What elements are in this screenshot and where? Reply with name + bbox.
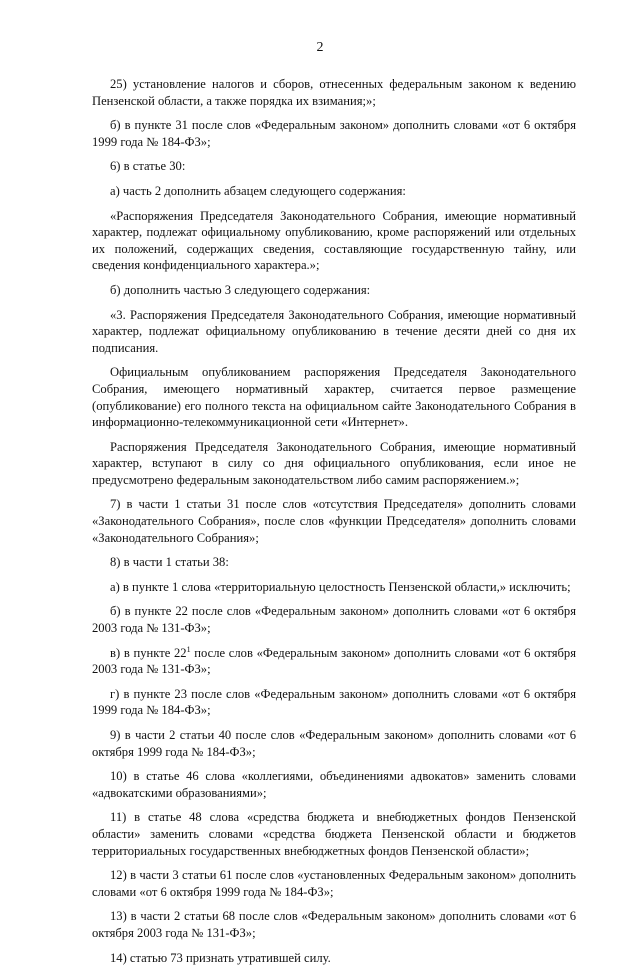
paragraph: 12) в части 3 статьи 61 после слов «установленных Федеральным законом» дополнить словами «от 6 октября 1999 года № 184-ФЗ»; <box>92 868 576 899</box>
superscript: 1 <box>186 644 191 654</box>
paragraph: б) в пункте 22 после слов «Федеральным законом» дополнить словами «от 6 октября 2003 года № 131-ФЗ»; <box>92 604 576 636</box>
paragraph: Распоряжения Председателя Законодательного Собрания, имеющие нормативный характер, вступают в силу со дня официального опубликования, если иное не предусмотрено федеральным законодательством либо самим распоряжением.»; <box>92 439 576 487</box>
paragraph: 11) в статье 48 слова «средства бюджета и внебюджетных фондов Пензенской области» заменить словами «средства бюджета Пензенской области и бюджетов территориальных государственных внебюджетных фондов Пензенской области»; <box>92 810 576 858</box>
paragraph: 6) в статье 30: <box>110 159 186 174</box>
paragraph: б) дополнить частью 3 следующего содержания: <box>110 282 371 297</box>
paragraph: 13) в части 2 статьи 68 после слов «Федеральным законом» дополнить словами «от 6 октября 2003 года № 131-ФЗ»; <box>92 909 576 940</box>
paragraph: «3. Распоряжения Председателя Законодательного Собрания, имеющие нормативный характер, подлежат официальному опубликованию в течение десяти дней со дня их подписания. <box>92 307 576 355</box>
page-number: 2 <box>316 40 324 55</box>
paragraph: Официальным опубликованием распоряжения Председателя Законодательного Собрания, имеющего нормативный характер, считается первое размещение (опубликование) его полного текста на официальном сайте Законодательного Собрания в информационно-телекоммуникационной сети «Интернет». <box>92 365 576 430</box>
paragraph: а) в пункте 1 слова «территориальную целостность Пензенской области,» исключить; <box>110 579 571 594</box>
document-body <box>92 76 576 966</box>
paragraph: а) часть 2 дополнить абзацем следующего содержания: <box>110 183 406 198</box>
paragraph: 9) в части 2 статьи 40 после слов «Федеральным законом» дополнить словами «от 6 октября 1999 года № 184-ФЗ»; <box>92 728 576 759</box>
paragraph: 8) в части 1 статьи 38: <box>110 555 229 570</box>
paragraph <box>92 645 576 678</box>
paragraph: 25) установление налогов и сборов, отнесенных федеральным законом к ведению Пензенской области, а также порядка их взимания;»; <box>92 77 576 108</box>
paragraph: 7) в части 1 статьи 31 после слов «отсутствия Председателя» дополнить словами «Законодательного Собрания», после слов «функции Председателя» дополнить словами «Законодательного Собрания»; <box>92 497 576 545</box>
paragraph: 14) статью 73 признать утратившей силу. <box>110 950 331 965</box>
paragraph-text: в) в пункте 22 <box>110 645 187 660</box>
paragraph: г) в пункте 23 после слов «Федеральным законом» дополнить словами «от 6 октября 1999 года № 184-ФЗ»; <box>92 686 576 718</box>
paragraph: б) в пункте 31 после слов «Федеральным законом» дополнить словами «от 6 октября 1999 года № 184-ФЗ»; <box>92 118 576 149</box>
paragraph-text: после слов «Федеральным законом» дополнить словами «от 6 октября 2003 года № 131-ФЗ»; <box>92 645 576 677</box>
paragraph: 10) в статье 46 слова «коллегиями, объединениями адвокатов» заменить словами «адвокатскими образованиями»; <box>92 769 576 800</box>
paragraph: «Распоряжения Председателя Законодательного Собрания, имеющие нормативный характер, подлежат официальному опубликованию, кроме распоряжений или отдельных их положений, содержащих сведения, составляющие государственную тайну, или сведения конфиденциального характера.»; <box>92 208 576 273</box>
